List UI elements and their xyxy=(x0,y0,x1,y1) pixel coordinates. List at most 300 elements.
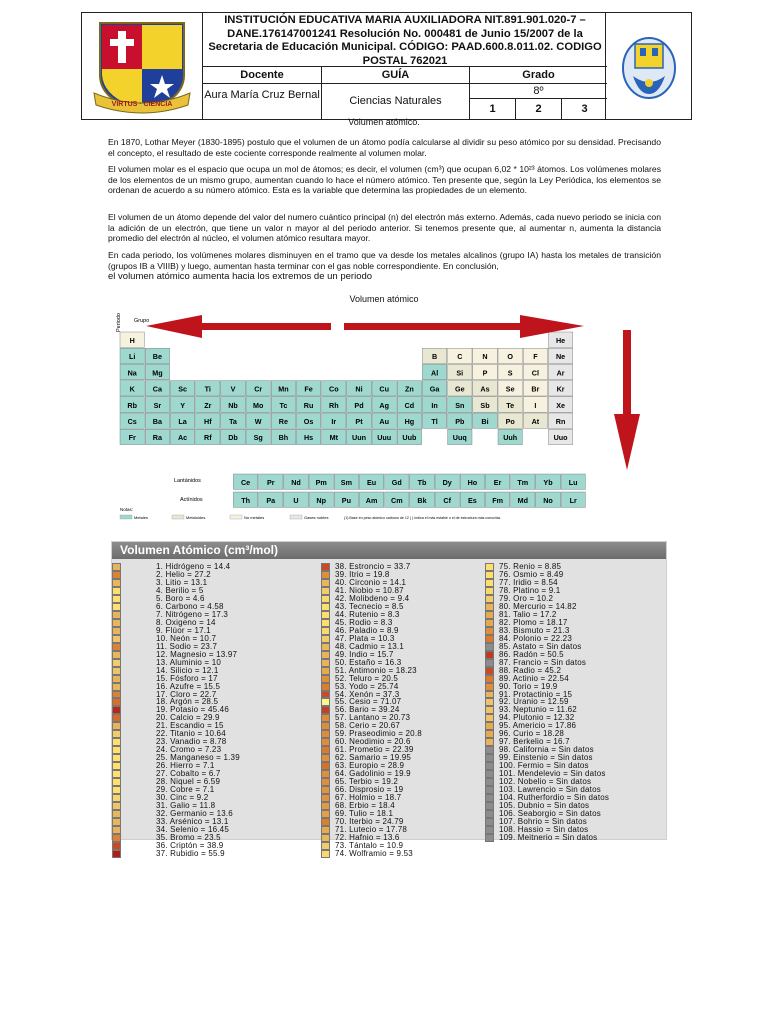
volume-color-swatch xyxy=(321,595,330,603)
element-symbol: Pr xyxy=(267,478,275,488)
legend-metalloids: Metaloides xyxy=(186,515,206,520)
element-volume-text: 48. Cadmio = 13.1 xyxy=(335,641,404,651)
volume-color-swatch xyxy=(321,778,330,786)
element-volume-text: 99. Einstenio = Sin datos xyxy=(499,753,593,763)
volume-color-swatch xyxy=(485,746,494,754)
element-volume-text: 103. Lawrencio = Sin datos xyxy=(499,785,601,795)
element-volume-text: 6. Carbono = 4.58 xyxy=(156,601,224,611)
element-symbol: Au xyxy=(379,417,389,427)
volume-color-swatch xyxy=(321,579,330,587)
element-symbol: Mt xyxy=(329,433,338,443)
element-symbol: Ra xyxy=(152,433,163,443)
element-symbol: O xyxy=(507,352,513,362)
volume-color-swatch xyxy=(112,826,121,834)
element-symbol: N xyxy=(482,352,488,362)
volume-color-swatch xyxy=(112,714,121,722)
element-volume-text: 94. Plutonio = 12.32 xyxy=(499,713,575,723)
period-1: 1 xyxy=(470,99,516,119)
element-symbol: Uuq xyxy=(452,433,467,443)
volume-color-swatch xyxy=(112,675,121,683)
volume-color-swatch xyxy=(485,754,494,762)
element-symbol: Te xyxy=(506,400,515,410)
volume-color-swatch xyxy=(321,698,330,706)
volume-color-swatch xyxy=(485,834,494,842)
volume-color-swatch xyxy=(112,651,121,659)
element-volume-text: 86. Radón = 50.5 xyxy=(499,649,564,659)
element-volume-text: 53. Yodo = 25.74 xyxy=(335,681,399,691)
element-volume-text: 16. Azufre = 15.5 xyxy=(156,681,221,691)
element-volume-text: 74. Wolframio = 9.53 xyxy=(335,848,413,858)
paragraph-4-text: En cada periodo, los volúmenes molares disminuyen en el tramo que va desde los metales alcalinos (grupo IA) hasta los metales de transición (grupos IB a VIIIB) y luego, aumentan hasta terminar con el gas noble correspondiente. En conclusión, xyxy=(108,250,661,271)
element-symbol: Zr xyxy=(204,400,212,410)
element-volume-text: 8. Oxigeno = 14 xyxy=(156,617,216,627)
element-volume-text: 85. Astato = Sin datos xyxy=(499,641,582,651)
volume-color-swatch xyxy=(321,834,330,842)
volume-color-swatch xyxy=(485,738,494,746)
element-symbol: Np xyxy=(316,496,326,506)
element-symbol: Md xyxy=(517,496,528,506)
element-symbol: Cr xyxy=(254,384,263,394)
element-volume-text: 24. Cromo = 7.23 xyxy=(156,745,222,755)
document-title: Volumen atómico. xyxy=(348,117,420,127)
volume-color-swatch xyxy=(321,675,330,683)
element-symbol: Zn xyxy=(405,384,414,394)
element-symbol: Mo xyxy=(253,400,264,410)
element-symbol: Fm xyxy=(492,496,503,506)
element-volume-text: 43. Tecnecio = 8.5 xyxy=(335,601,404,611)
element-symbol: Cd xyxy=(404,400,415,410)
element-symbol: Uuh xyxy=(503,433,518,443)
element-symbol: Uun xyxy=(352,433,366,443)
element-symbol: Ar xyxy=(556,368,565,378)
volume-color-swatch xyxy=(485,659,494,667)
element-symbol: Uuu xyxy=(377,433,392,443)
element-symbol: Pa xyxy=(266,496,276,506)
element-volume-text: 32. Germanio = 13.6 xyxy=(156,809,233,819)
secondary-logo xyxy=(605,13,691,119)
element-volume-text: 80. Mercurio = 14.82 xyxy=(499,601,577,611)
element-symbol: Yb xyxy=(543,478,553,488)
element-volume-text: 4. Berilio = 5 xyxy=(156,585,204,595)
element-symbol: W xyxy=(254,417,262,427)
element-volume-text: 29. Cobre = 7.1 xyxy=(156,785,215,795)
element-symbol: Bi xyxy=(481,417,489,427)
element-volume-text: 67. Holmio = 18.7 xyxy=(335,793,402,803)
volume-color-swatch xyxy=(321,770,330,778)
element-volume-text: 27. Cobalto = 6.7 xyxy=(156,769,221,779)
element-symbol: Db xyxy=(228,433,238,443)
element-symbol: Hs xyxy=(303,433,314,443)
element-volume-text: 7. Nitrógeno = 17.3 xyxy=(156,609,229,619)
element-volume-text: 75. Renio = 8.85 xyxy=(499,562,562,571)
volume-color-swatch xyxy=(112,818,121,826)
volume-color-swatch xyxy=(485,794,494,802)
element-symbol: Nd xyxy=(291,478,301,488)
element-volume-text: 36. Criptón = 38.9 xyxy=(156,840,224,850)
element-symbol: Bk xyxy=(417,496,427,506)
element-symbol: Ba xyxy=(152,417,163,427)
element-symbol: Lr xyxy=(569,496,577,506)
element-volume-text: 35. Bromo = 23.5 xyxy=(156,832,221,842)
volume-color-swatch xyxy=(112,587,121,595)
paragraph-4-conclusion: el volumen atómico aumenta hacia los extremos de un periodo xyxy=(108,271,373,283)
element-symbol: Ge xyxy=(455,384,465,394)
element-symbol: Rh xyxy=(329,400,339,410)
volume-color-swatch xyxy=(112,643,121,651)
element-symbol: K xyxy=(129,384,135,394)
element-symbol: Rn xyxy=(555,417,566,427)
element-symbol: No xyxy=(543,496,553,506)
volume-color-swatch xyxy=(321,667,330,675)
institution-header-text: INSTITUCIÓN EDUCATIVA MARIA AUXILIADORA NIT.891.901.020-7 – DANE.176147001241 Resolución No. 000481 de Junio 15/2007 de la Secretaria de Educación Municipal. CÓDIGO: PAAD.600.8.011.02. CODIGO POSTAL 762021 xyxy=(203,13,607,67)
shield-icon xyxy=(92,17,192,115)
element-symbol: Bh xyxy=(278,433,289,443)
element-symbol: Ag xyxy=(379,400,389,410)
volume-color-swatch xyxy=(485,571,494,579)
element-volume-text: 44. Rutenio = 8.3 xyxy=(335,609,400,619)
volume-color-swatch xyxy=(321,659,330,667)
element-volume-text: 104. Rutherfordio = Sin datos xyxy=(499,793,610,803)
element-volume-text: 65. Terbio = 19.2 xyxy=(335,777,399,787)
lanthanides-label: Lantánidos xyxy=(174,478,201,484)
element-symbol: Mg xyxy=(152,368,163,378)
period-numbers xyxy=(470,99,607,119)
legend-metals: Metales xyxy=(134,515,149,520)
volume-color-swatch xyxy=(112,635,121,643)
element-volume-text: 22. Titanio = 10.64 xyxy=(156,729,226,739)
element-symbol: Ni xyxy=(355,384,363,394)
volume-color-swatch xyxy=(485,595,494,603)
element-volume-text: 101. Mendelevio = Sin datos xyxy=(499,769,606,779)
element-symbol: Fe xyxy=(304,384,313,394)
periodic-table-figure xyxy=(106,308,606,526)
volume-color-swatch xyxy=(112,738,121,746)
down-arrow-icon xyxy=(614,330,640,470)
volume-color-swatch xyxy=(112,611,121,619)
volume-color-swatch xyxy=(321,619,330,627)
element-symbol: Po xyxy=(505,417,515,427)
element-symbol: H xyxy=(129,336,135,346)
left-arrow-icon xyxy=(146,315,331,338)
volume-color-swatch xyxy=(321,706,330,714)
paragraph-3: El volumen de un átomo depende del valor del numero cuántico principal (n) del electrón más externo. Además, cada nuevo periodo se inicia con la adición de un electrón, que tiene un valor n mayor al del periodo anterior. Si tenemos presente que, al aumentar n, aumenta la distancia promedio del electrón al núcleo, el volumen atómico resultara mayor. xyxy=(108,212,661,244)
volume-color-swatch xyxy=(485,810,494,818)
volume-color-swatch xyxy=(112,794,121,802)
element-volume-text: 71. Lutecio = 17.78 xyxy=(335,824,408,834)
volume-color-swatch xyxy=(321,810,330,818)
element-volume-text: 70. Iterbio = 24.79 xyxy=(335,817,404,826)
element-symbol: Cf xyxy=(443,496,451,506)
element-symbol: Cu xyxy=(379,384,389,394)
element-symbol: Er xyxy=(493,478,502,488)
volume-color-swatch xyxy=(112,754,121,762)
volume-color-swatch xyxy=(485,667,494,675)
element-symbol: Kr xyxy=(556,384,565,394)
volume-color-swatch xyxy=(321,627,330,635)
element-symbol: Ce xyxy=(240,478,251,488)
legend-note: Notas: xyxy=(120,507,134,512)
element-symbol: Ne xyxy=(555,352,566,362)
element-symbol: Pd xyxy=(354,400,364,410)
volume-color-swatch xyxy=(321,730,330,738)
volume-color-swatch xyxy=(321,738,330,746)
element-volume-text: 78. Platino = 9.1 xyxy=(499,585,561,595)
element-symbol: Ho xyxy=(467,478,478,488)
period-axis-label: Periodo xyxy=(116,313,122,332)
paragraph-1: En 1870, Lothar Meyer (1830-1895) postulo que el volumen de un átomo podía calcularse al dividir su peso atómico por su densidad. Precisando el concepto, el resultado de este cociente corresponde realmente al volumen molar. xyxy=(108,137,661,158)
paragraph-4 xyxy=(108,250,661,283)
element-symbol: Rb xyxy=(127,400,137,410)
element-symbol: Os xyxy=(303,417,314,427)
subject-name: Ciencias Naturales xyxy=(322,84,470,119)
institution-emblem-icon xyxy=(619,26,679,106)
volume-color-swatch xyxy=(112,659,121,667)
element-volume-text: 100. Fermio = Sin datos xyxy=(499,761,589,771)
volume-color-swatch xyxy=(112,627,121,635)
volume-color-swatch xyxy=(321,754,330,762)
volume-color-swatch xyxy=(112,762,121,770)
volume-color-swatch xyxy=(485,619,494,627)
volume-color-swatch xyxy=(485,675,494,683)
volume-color-swatch xyxy=(485,714,494,722)
element-symbol: Pb xyxy=(455,417,465,427)
element-volume-text: 19. Potasio = 45.46 xyxy=(156,705,229,715)
element-symbol: Pt xyxy=(355,417,363,427)
volume-color-swatch xyxy=(485,818,494,826)
volume-color-swatch xyxy=(485,603,494,611)
element-symbol: Tb xyxy=(417,478,427,488)
volume-color-swatch xyxy=(485,698,494,706)
element-volume-text: 11. Sodio = 23.7 xyxy=(156,641,218,651)
element-volume-text: 97. Berkelio = 16.7 xyxy=(499,737,570,747)
element-volume-text: 33. Arsénico = 13.1 xyxy=(156,817,229,826)
volume-color-swatch xyxy=(485,722,494,730)
element-volume-text: 93. Neptunio = 11.62 xyxy=(499,705,577,715)
volume-color-swatch xyxy=(485,683,494,691)
element-volume-text: 66. Disprosio = 19 xyxy=(335,785,404,795)
volume-color-swatch xyxy=(112,778,121,786)
element-volume-text: 81. Talio = 17.2 xyxy=(499,609,557,619)
element-volume-text: 54. Xenón = 37.3 xyxy=(335,689,400,699)
element-volume-text: 83. Bismuto = 21.3 xyxy=(499,625,570,635)
element-symbol: Ru xyxy=(303,400,314,410)
element-symbol: Rf xyxy=(204,433,212,443)
volume-color-swatch xyxy=(485,730,494,738)
right-arrow-icon xyxy=(344,315,584,338)
volume-color-swatch xyxy=(321,794,330,802)
volume-color-swatch xyxy=(485,762,494,770)
volume-color-swatch xyxy=(112,683,121,691)
grade-column-label: Grado xyxy=(470,67,607,84)
element-symbol: Co xyxy=(329,384,339,394)
element-symbol: U xyxy=(293,496,299,506)
element-volume-text: 31. Galio = 11.8 xyxy=(156,801,216,811)
element-symbol: Ta xyxy=(229,417,237,427)
volume-color-swatch xyxy=(112,746,121,754)
volume-color-swatch xyxy=(112,667,121,675)
element-volume-text: 28. Niquel = 6.59 xyxy=(156,777,221,787)
volume-color-swatch xyxy=(112,722,121,730)
element-symbol: Re xyxy=(278,417,289,427)
element-symbol: Sn xyxy=(455,400,465,410)
volume-color-swatch xyxy=(112,770,121,778)
element-volume-text: 37. Rubidio = 55.9 xyxy=(156,848,225,858)
element-volume-text: 96. Curio = 18.28 xyxy=(499,729,564,739)
element-volume-text: 76. Osmio = 8.49 xyxy=(499,569,564,579)
element-volume-text: 107. Bohrio = Sin datos xyxy=(499,817,587,826)
element-volume-text: 26. Hierro = 7.1 xyxy=(156,761,215,771)
element-volume-text: 13. Aluminio = 10 xyxy=(156,657,221,667)
element-symbol: Uuo xyxy=(553,433,568,443)
volume-color-swatch xyxy=(112,579,121,587)
element-volume-text: 23. Vanadio = 8.78 xyxy=(156,737,227,747)
element-volume-text: 10. Neón = 10.7 xyxy=(156,633,217,643)
volume-color-swatch xyxy=(112,691,121,699)
volume-color-swatch xyxy=(321,603,330,611)
element-symbol: Xe xyxy=(556,400,565,410)
element-symbol: Se xyxy=(505,384,515,394)
svg-text:VIRTUS · CIENCIA: VIRTUS · CIENCIA xyxy=(111,101,173,108)
element-volume-text: 58. Cerio = 20.67 xyxy=(335,721,400,731)
element-symbol: Cs xyxy=(127,417,137,427)
volume-color-swatch xyxy=(321,762,330,770)
element-symbol: Cl xyxy=(531,368,539,378)
element-symbol: Uub xyxy=(402,433,417,443)
element-symbol: Nb xyxy=(228,400,238,410)
element-symbol: In xyxy=(431,400,438,410)
teacher-column-label: Docente xyxy=(203,67,322,84)
element-symbol: Y xyxy=(180,400,185,410)
element-symbol: Sm xyxy=(340,478,352,488)
element-symbol: Lu xyxy=(568,478,578,488)
element-volume-text: 57. Lantano = 20.73 xyxy=(335,713,411,723)
element-symbol: Th xyxy=(241,496,250,506)
volume-color-swatch xyxy=(112,603,121,611)
element-symbol: At xyxy=(531,417,540,427)
element-symbol: Li xyxy=(129,352,136,362)
volume-color-swatch xyxy=(485,635,494,643)
element-symbol: Sc xyxy=(178,384,187,394)
volume-color-swatch xyxy=(112,563,121,571)
element-symbol: Fr xyxy=(128,433,136,443)
element-symbol: Tm xyxy=(517,478,529,488)
element-volume-text: 98. California = Sin datos xyxy=(499,745,594,755)
element-symbol: Si xyxy=(456,368,464,378)
element-volume-text: 95. Americio = 17.86 xyxy=(499,721,577,731)
volume-color-swatch xyxy=(321,722,330,730)
element-volume-text: 45. Rodio = 8.3 xyxy=(335,617,393,627)
element-symbol: Sg xyxy=(253,433,263,443)
element-symbol: Be xyxy=(152,352,163,362)
volume-color-swatch xyxy=(321,842,330,850)
volume-color-swatch xyxy=(321,746,330,754)
element-volume-text: 61. Prometio = 22.39 xyxy=(335,745,414,755)
legend xyxy=(120,515,501,520)
element-volume-text: 91. Protactinio = 15 xyxy=(499,689,573,699)
period-2: 2 xyxy=(516,99,562,119)
element-volume-text: 84. Polonio = 22.23 xyxy=(499,633,572,643)
element-volume-text: 77. Iridio = 8.54 xyxy=(499,577,558,587)
volume-color-swatch xyxy=(485,786,494,794)
element-volume-text: 55. Cesio = 71.07 xyxy=(335,697,402,707)
element-volume-text: 21. Escandio = 15 xyxy=(156,721,224,731)
element-volume-text: 106. Seaborgio = Sin datos xyxy=(499,809,601,819)
element-volume-text: 62. Samario = 19.95 xyxy=(335,753,412,763)
element-symbol: Ga xyxy=(429,384,440,394)
grade-cell xyxy=(470,84,607,119)
volume-color-swatch xyxy=(321,611,330,619)
volume-color-swatch xyxy=(321,802,330,810)
element-symbol: F xyxy=(533,352,538,362)
teacher-name: Aura María Cruz Bernal xyxy=(203,84,322,119)
volume-color-swatch xyxy=(485,563,494,571)
element-symbol: Cm xyxy=(391,496,403,506)
element-volume-text: 20. Calcio = 29.9 xyxy=(156,713,220,723)
period-3: 3 xyxy=(581,103,588,115)
element-volume-text: 51. Antimonio = 18.23 xyxy=(335,665,417,675)
element-symbol: P xyxy=(482,368,488,378)
volume-color-swatch xyxy=(112,810,121,818)
element-volume-text: 108. Hassio = Sin datos xyxy=(499,824,589,834)
element-volume-text: 102. Nobelio = Sin datos xyxy=(499,777,592,787)
element-volume-text: 5. Boro = 4.6 xyxy=(156,593,205,603)
element-volume-text: 3. Litio = 13.1 xyxy=(156,577,208,587)
element-symbol: Pm xyxy=(315,478,327,488)
volume-color-swatch xyxy=(321,571,330,579)
volume-color-swatch xyxy=(321,651,330,659)
element-volume-text: 41. Niobio = 10.87 xyxy=(335,585,404,595)
volume-color-swatch xyxy=(112,619,121,627)
volume-color-swatch xyxy=(112,730,121,738)
figure-title: Volumen atómico xyxy=(349,294,419,304)
volume-color-swatch xyxy=(321,691,330,699)
group-axis-label: Grupo xyxy=(134,318,150,324)
volume-color-swatch xyxy=(321,563,330,571)
volume-color-swatch xyxy=(112,571,121,579)
volume-color-swatch xyxy=(485,802,494,810)
element-symbol: Eu xyxy=(367,478,377,488)
element-volume-text: 42. Molibdeno = 9.4 xyxy=(335,593,410,603)
element-volume-text: 69. Tulio = 18.1 xyxy=(335,809,394,819)
volume-color-swatch xyxy=(112,802,121,810)
paragraph-2: El volumen molar es el espacio que ocupa un mol de átomos; es decir, el volumen (cm³) que ocupan 6,02 * 10²³ átomos. Los volúmenes molares de los elementos de un mismo grupo, aumentan cuando lo hace el número atómico. Ten presente que, según la Ley Periódica, los elementos se ordenan de acuerdo a su número atómico. Esta es la variable que determina las propiedades de un elemento. xyxy=(108,164,661,196)
element-volume-text: 89. Actinio = 22.54 xyxy=(499,673,569,683)
element-symbol: Sb xyxy=(480,400,490,410)
element-symbol: Gd xyxy=(391,478,402,488)
volume-color-swatch xyxy=(485,579,494,587)
element-symbol: S xyxy=(507,368,513,378)
element-symbol: Mn xyxy=(278,384,289,394)
document-header xyxy=(81,12,692,120)
volume-color-swatch xyxy=(485,587,494,595)
volume-color-swatch xyxy=(321,587,330,595)
element-symbol: V xyxy=(230,384,236,394)
element-volume-text: 47. Plata = 10.3 xyxy=(335,633,395,643)
element-volume-text: 56. Bario = 39.24 xyxy=(335,705,400,715)
molar-volume-list xyxy=(111,541,667,858)
element-symbol: Tl xyxy=(431,417,438,427)
element-symbol: Pu xyxy=(341,496,351,506)
element-symbol: Al xyxy=(431,368,439,378)
element-volume-text: 105. Dubnio = Sin datos xyxy=(499,801,590,811)
element-volume-text: 60. Neodimio = 20.6 xyxy=(335,737,411,747)
element-symbol: Ca xyxy=(152,384,163,394)
volume-color-swatch xyxy=(485,627,494,635)
volume-color-swatch xyxy=(112,786,121,794)
molar-volume-title: Volumen Atómico (cm³/mol) xyxy=(112,542,666,559)
element-volume-text: 39. Itrio = 19.8 xyxy=(335,569,390,579)
element-symbol: Sr xyxy=(153,400,162,410)
